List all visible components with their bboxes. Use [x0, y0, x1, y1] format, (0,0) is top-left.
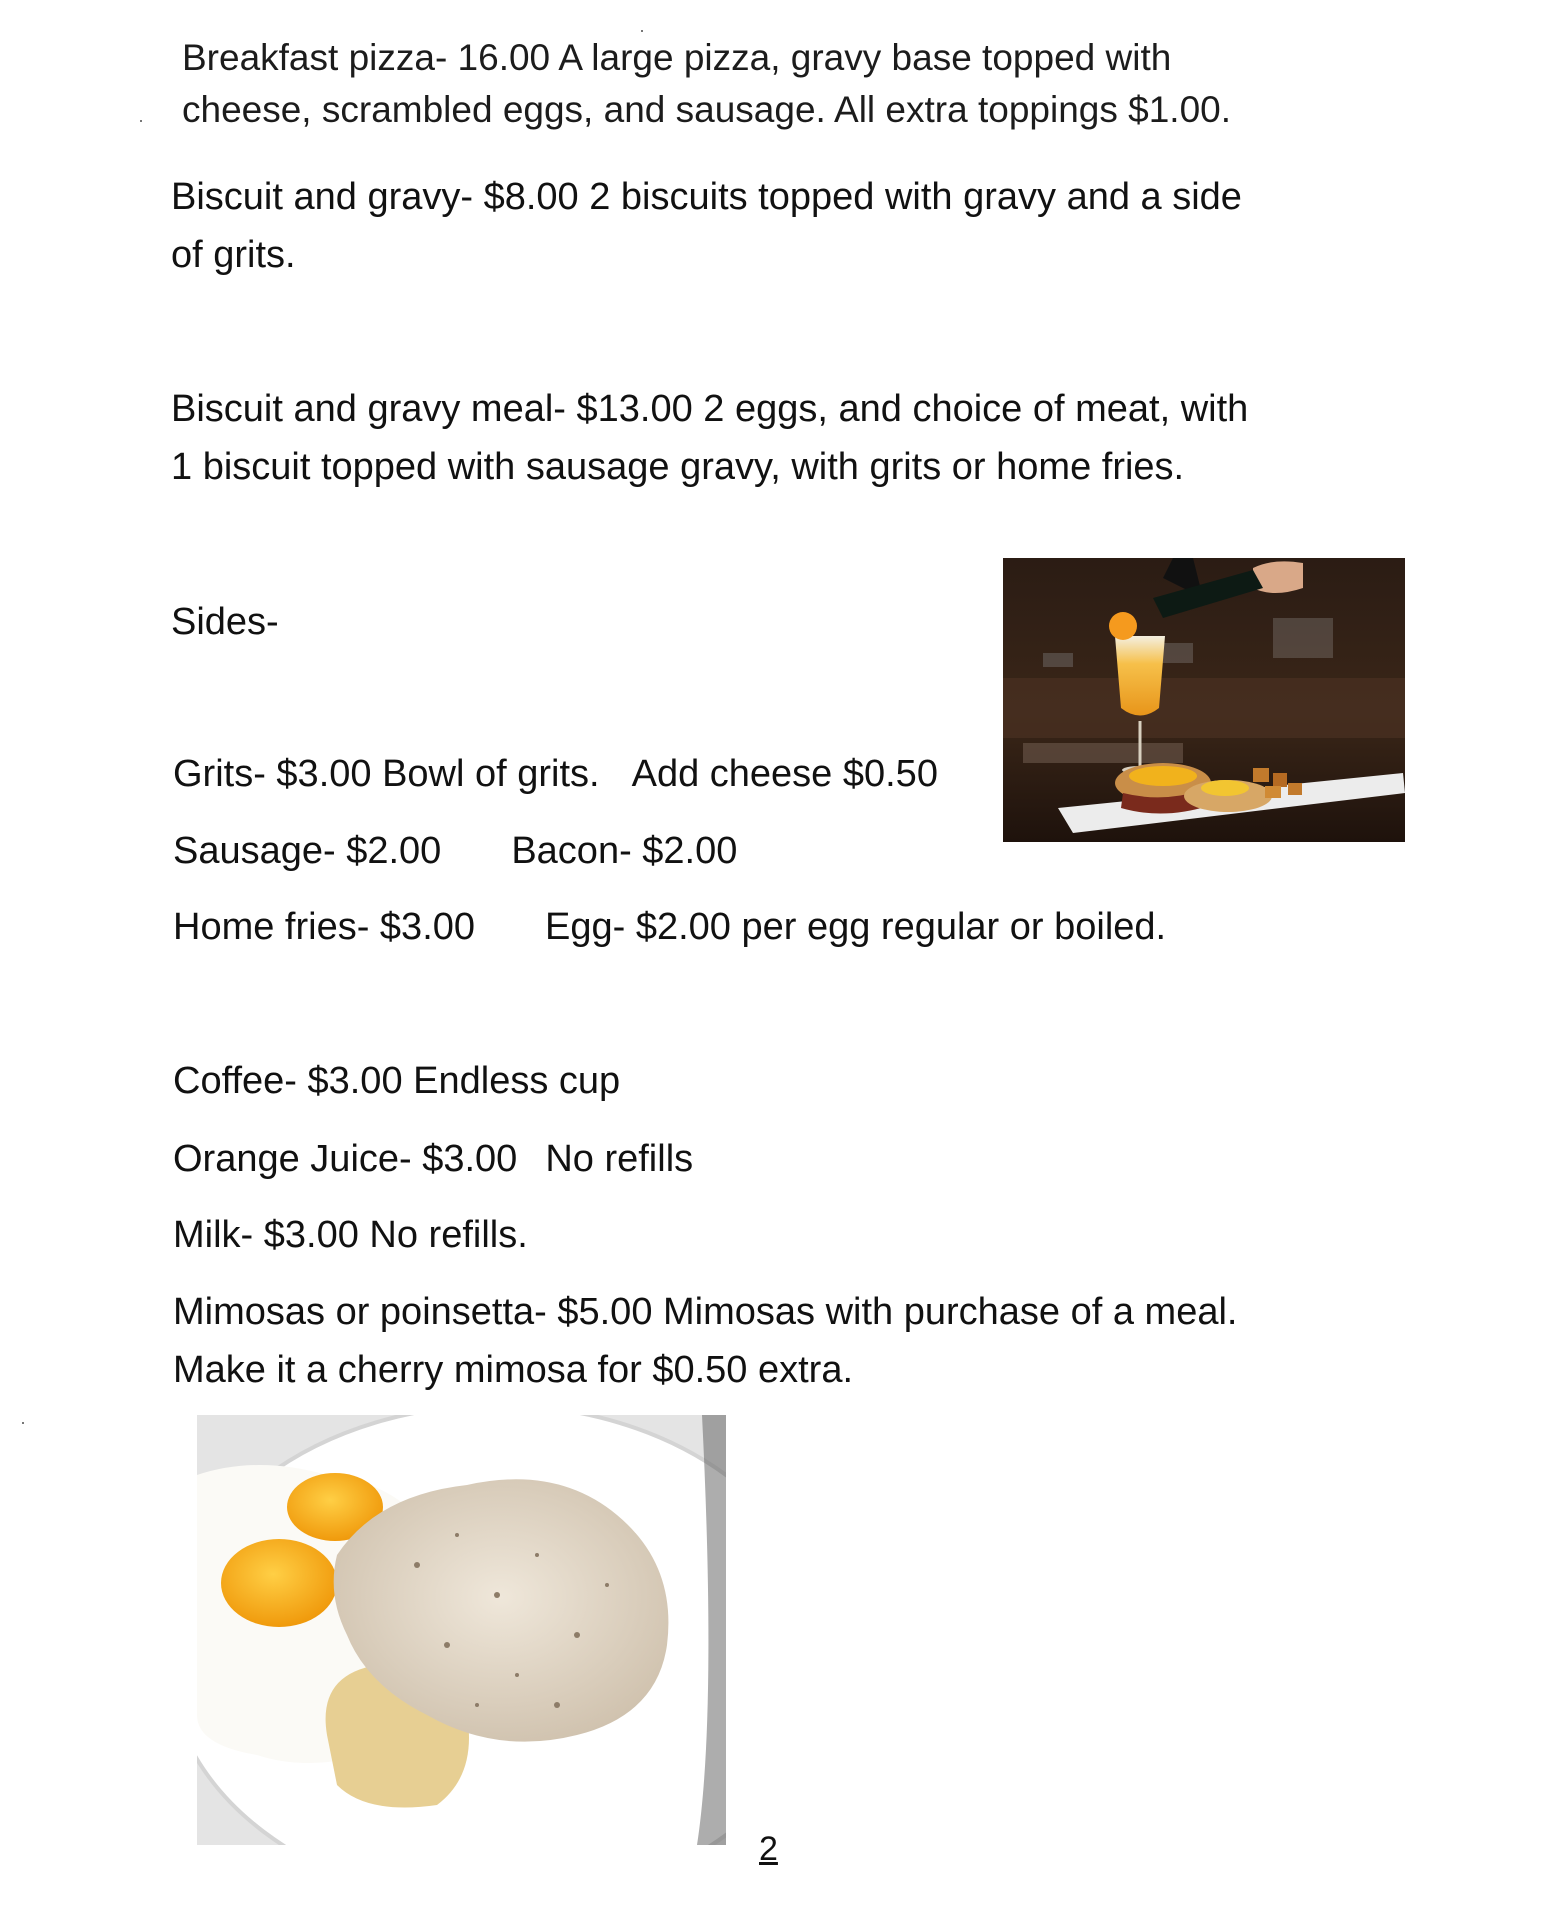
grits-add-cheese: Add cheese $0.50	[631, 753, 938, 795]
egg-price: Egg- $2.00 per egg regular or boiled.	[545, 906, 1167, 948]
home-fries-egg-row	[173, 908, 1166, 946]
mimosas-line-1: Mimosas or poinsetta- $5.00 Mimosas with purchase of a meal.	[173, 1291, 1238, 1333]
milk-item: Milk- $3.00 No refills.	[173, 1214, 528, 1256]
coffee-item: Coffee- $3.00 Endless cup	[173, 1060, 621, 1102]
mimosa-photo	[1003, 558, 1405, 842]
mimosas-line-2: Make it a cherry mimosa for $0.50 extra.	[173, 1349, 854, 1391]
biscuit-gravy-meal-line-1: Biscuit and gravy meal- $13.00 2 eggs, and choice of meat, with	[171, 388, 1249, 430]
grits-price: Grits- $3.00 Bowl of grits.	[173, 753, 600, 795]
bacon-price: Bacon- $2.00	[511, 830, 738, 872]
breakfast-pizza-line-1: Breakfast pizza- 16.00 A large pizza, gravy base topped with	[182, 37, 1172, 78]
biscuit-gravy-photo	[197, 1415, 726, 1845]
biscuit-gravy-line-2: of grits.	[171, 234, 296, 276]
biscuit-gravy-photo-drawing	[197, 1415, 726, 1845]
biscuit-gravy-line-1: Biscuit and gravy- $8.00 2 biscuits topped with gravy and a side	[171, 176, 1242, 218]
grits-item	[173, 755, 938, 793]
page-number: 2	[759, 1830, 778, 1868]
scan-speck	[140, 120, 142, 122]
orange-juice-note: No refills	[545, 1138, 694, 1180]
scan-speck	[641, 30, 643, 32]
sausage-price: Sausage- $2.00	[173, 830, 442, 872]
mimosa-photo-drawing	[1003, 558, 1405, 842]
orange-juice-item	[173, 1140, 693, 1178]
breakfast-pizza-line-2: cheese, scrambled eggs, and sausage. All extra toppings $1.00.	[182, 89, 1232, 130]
orange-juice-price: Orange Juice- $3.00	[173, 1138, 518, 1180]
home-fries-price: Home fries- $3.00	[173, 906, 476, 948]
sides-heading: Sides-	[171, 601, 279, 643]
sausage-bacon-row	[173, 832, 737, 870]
scan-speck	[22, 1422, 24, 1424]
biscuit-gravy-meal-line-2: 1 biscuit topped with sausage gravy, with grits or home fries.	[171, 446, 1185, 488]
